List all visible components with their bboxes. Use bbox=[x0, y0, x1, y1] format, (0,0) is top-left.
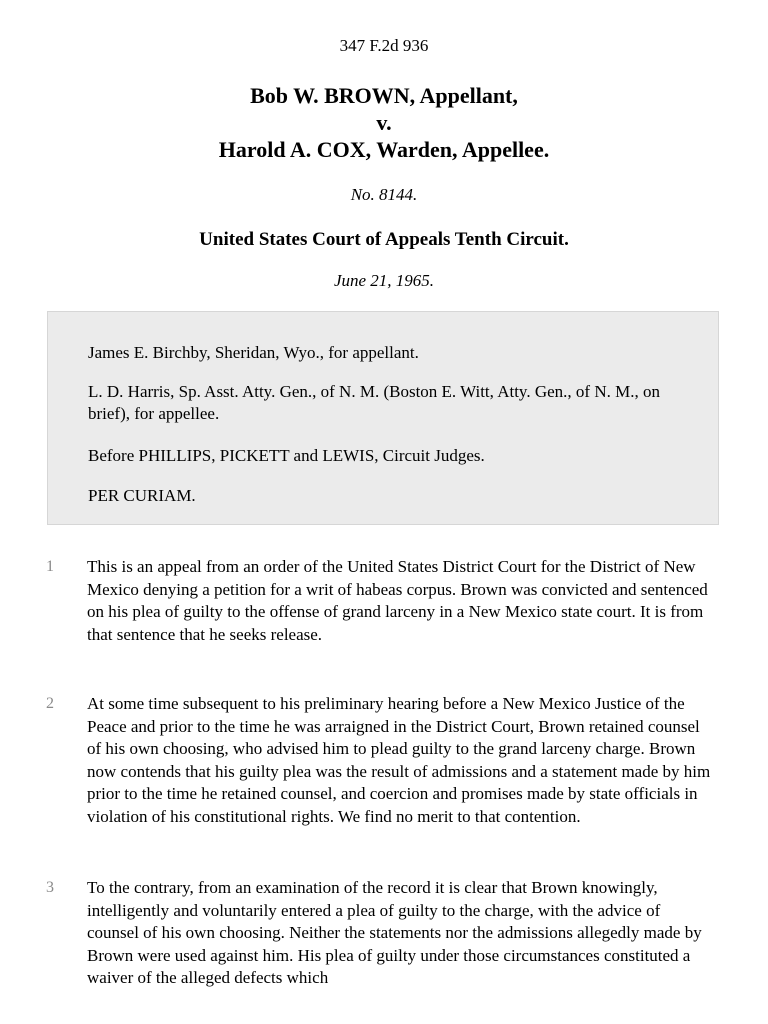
docket-number: No. 8144. bbox=[350, 185, 418, 204]
appellee-counsel: L. D. Harris, Sp. Asst. Atty. Gen., of N. M. (Boston E. Witt, Atty. Gen., of N. M., on brief), for appellee. bbox=[88, 382, 660, 423]
paragraph-text: To the contrary, from an examination of the record it is clear that Brown knowingly, intelligently and voluntarily entered a plea of guilty to the charge, with the advice of counsel of his own choosing. Neither the statements nor the admissions allegedly made by Brown were used against him. His plea of guilty under those circumstances constituted a waiver of the alleged defects which bbox=[87, 878, 702, 987]
paragraph-number[interactable]: 3 bbox=[46, 879, 54, 896]
versus-label: v. bbox=[376, 110, 392, 135]
appellant-name: Bob W. BROWN, Appellant, bbox=[250, 83, 518, 108]
case-citation: 347 F.2d 936 bbox=[339, 36, 429, 55]
appellant-counsel: James E. Birchby, Sheridan, Wyo., for appellant. bbox=[88, 343, 419, 362]
paragraph-text: At some time subsequent to his preliminary hearing before a New Mexico Justice of the Peace and prior to the time he was arraigned in the District Court, Brown retained counsel of his own choosing, who advised him to plead guilty to the grand larceny charge. Brown now contends that his guilty plea was the result of admissions and a statement made by him prior to the time he retained counsel, and coercion and promises made by state officials in violation of his constitutional rights. We find no merit to that contention. bbox=[87, 694, 711, 826]
paragraph-number[interactable]: 2 bbox=[46, 695, 54, 712]
paragraph-number[interactable]: 1 bbox=[46, 558, 54, 575]
court-name: United States Court of Appeals Tenth Circuit. bbox=[199, 229, 569, 250]
decision-date: June 21, 1965. bbox=[333, 271, 435, 290]
appellee-name: Harold A. COX, Warden, Appellee. bbox=[218, 137, 550, 162]
paragraph-text: This is an appeal from an order of the United States District Court for the District of New Mexico denying a petition for a writ of habeas corpus. Brown was convicted and sentenced on his plea of guilty to the offense of grand larceny in a New Mexico state court. It is from that sentence that he seeks release. bbox=[87, 557, 708, 644]
judges-panel: Before PHILLIPS, PICKETT and LEWIS, Circuit Judges. bbox=[88, 446, 485, 465]
per-curiam-label: PER CURIAM. bbox=[88, 486, 196, 505]
case-title bbox=[0, 82, 768, 163]
counsel-panel bbox=[47, 311, 719, 525]
